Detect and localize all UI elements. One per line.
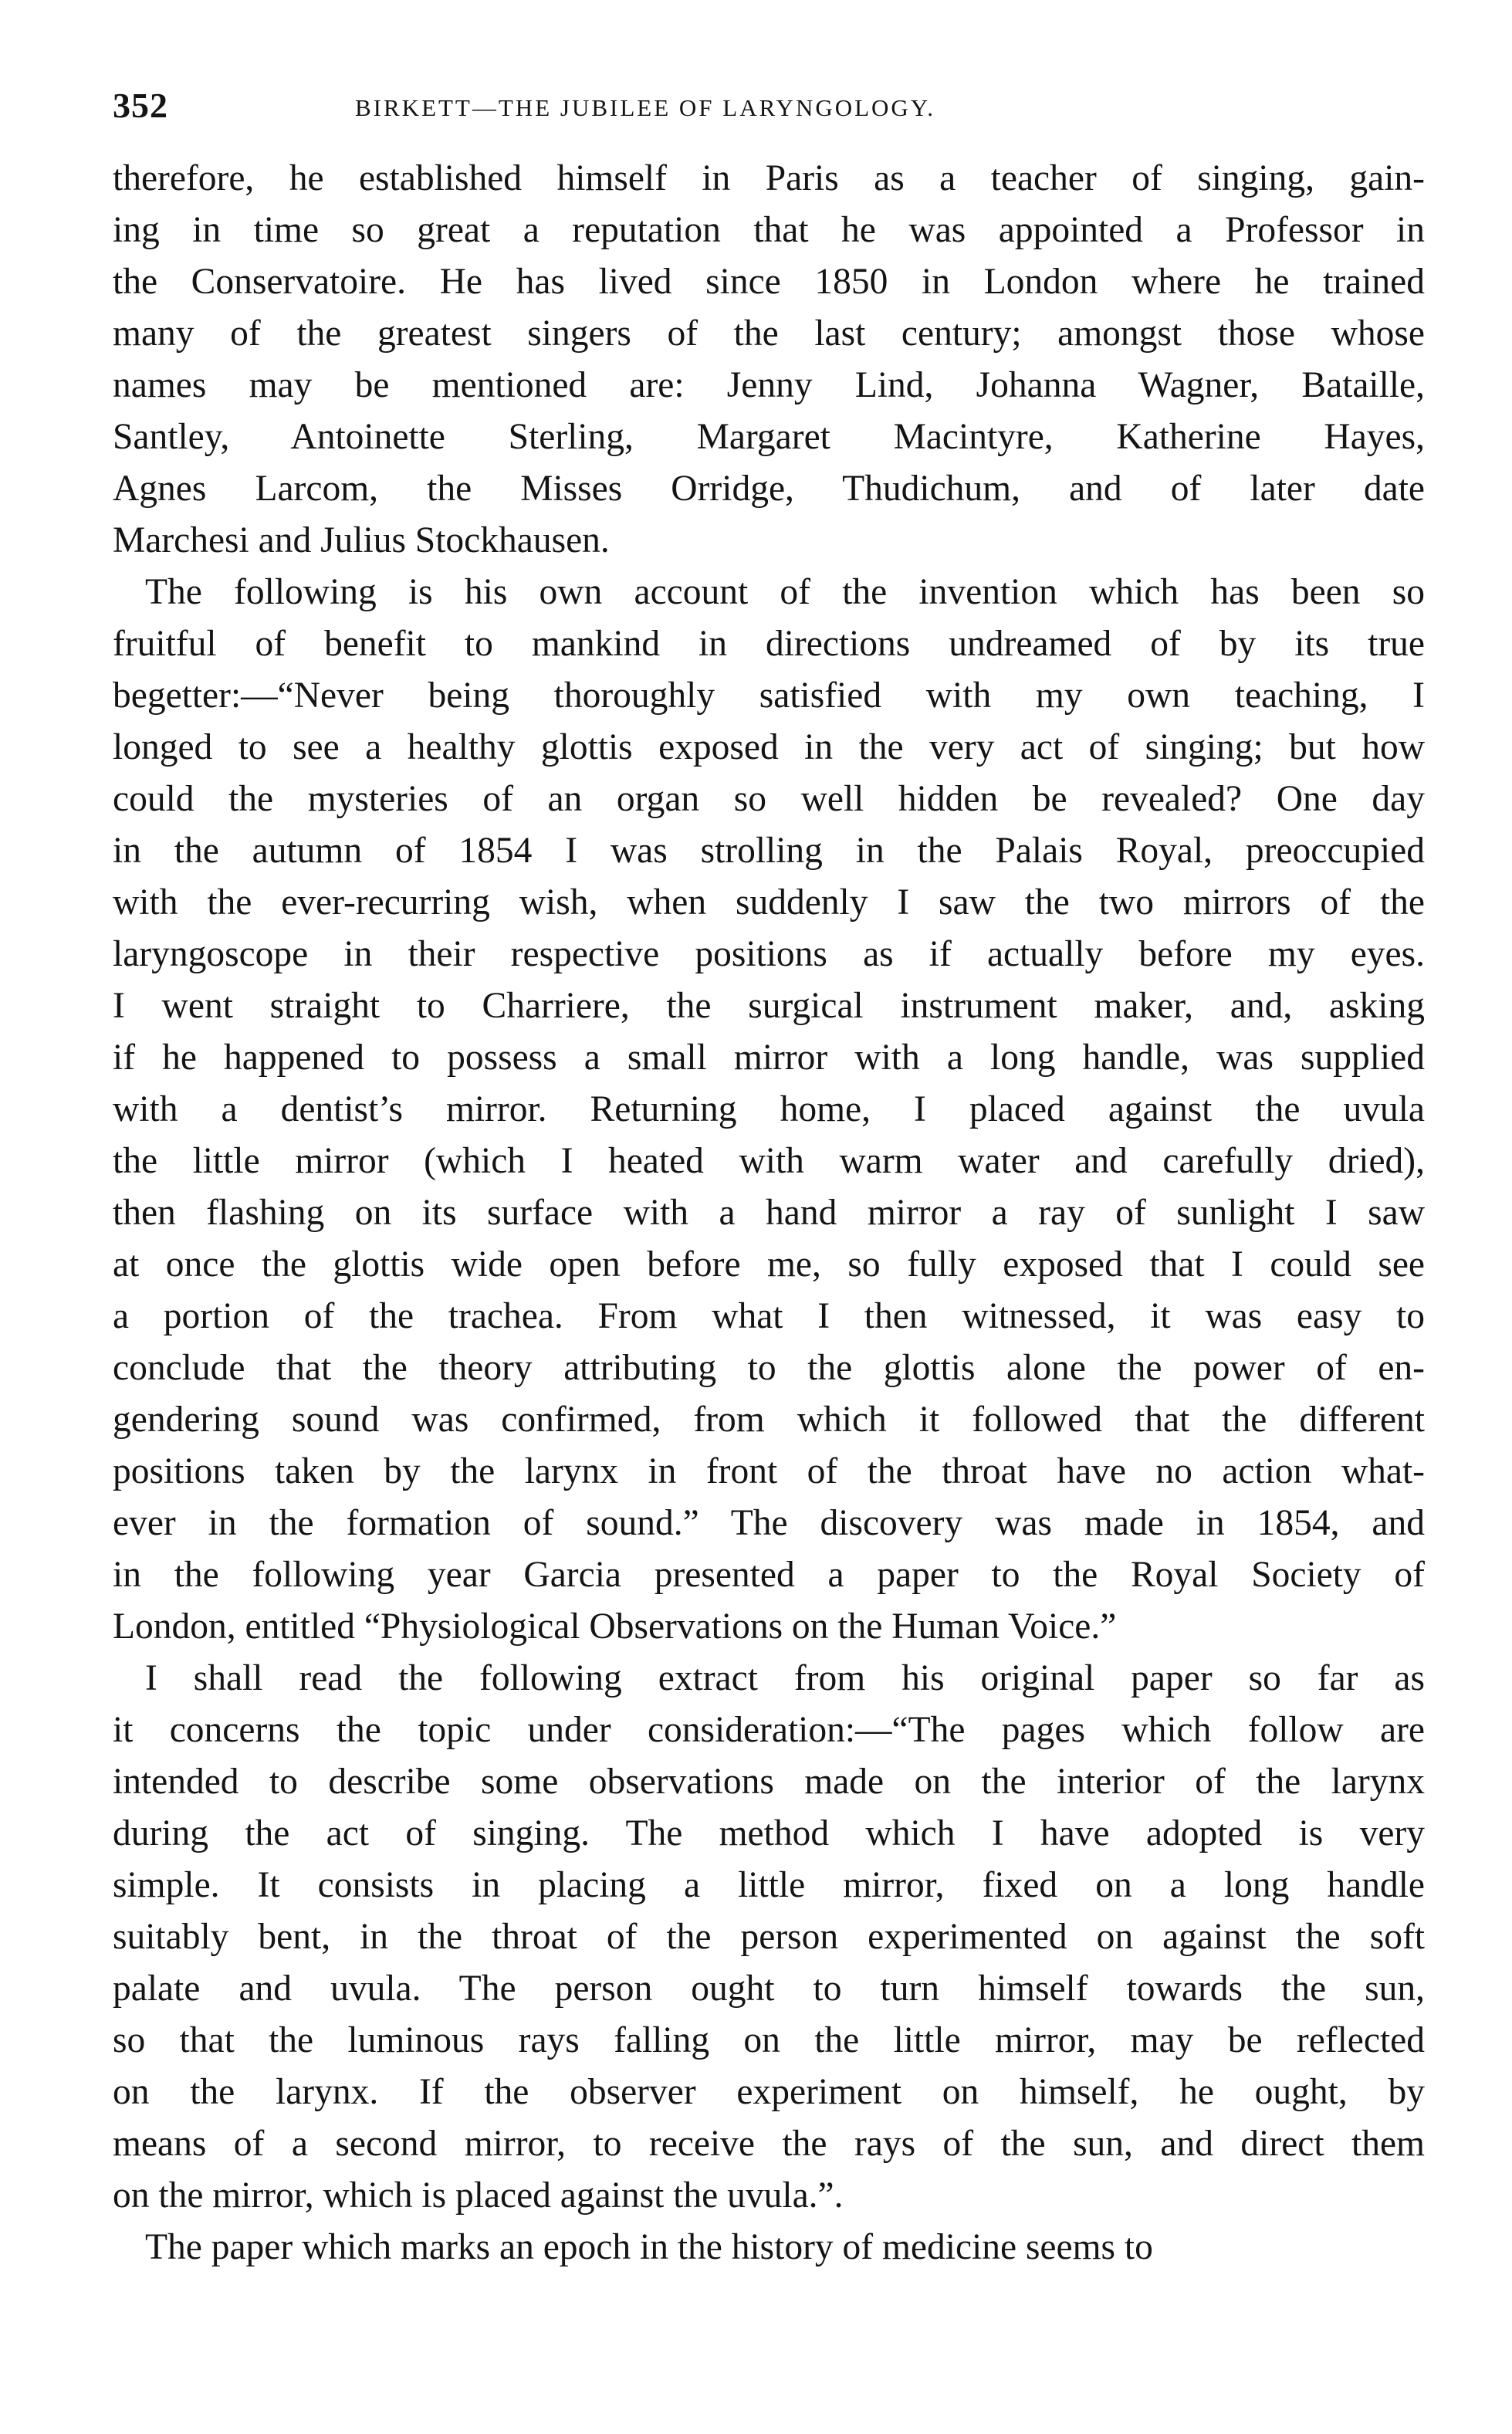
text-line: begetter:—“Never being thoroughly satisfied with my own teaching, I bbox=[113, 675, 1425, 716]
text-line: on the mirror, which is placed against the uvula.”. bbox=[113, 2175, 844, 2216]
text-line: could the mysteries of an organ so well hidden be revealed? One day bbox=[113, 779, 1425, 819]
book-page bbox=[113, 85, 1425, 2273]
text-line: if he happened to possess a small mirror with a long handle, was supplied bbox=[113, 1038, 1425, 1078]
body-text bbox=[113, 153, 1425, 2273]
text-line: Agnes Larcom, the Misses Orridge, Thudichum, and of later date bbox=[113, 469, 1425, 509]
text-line: simple. It consists in placing a little mirror, fixed on a long handle bbox=[113, 1865, 1425, 1905]
text-line: positions taken by the larynx in front of the throat have no action what- bbox=[113, 1451, 1425, 1491]
text-line: intended to describe some observations made on the interior of the larynx bbox=[113, 1762, 1425, 1802]
text-line: ing in time so great a reputation that he was appointed a Professor in bbox=[113, 210, 1425, 250]
text-line: at once the glottis wide open before me, so fully exposed that I could see bbox=[113, 1244, 1425, 1285]
text-line: the little mirror (which I heated with warm water and carefully dried), bbox=[113, 1141, 1425, 1181]
text-line: many of the greatest singers of the last century; amongst those whose bbox=[113, 313, 1425, 354]
text-line: on the larynx. If the observer experiment on himself, he ought, by bbox=[113, 2072, 1425, 2112]
text-line: suitably bent, in the throat of the person experimented on against the soft bbox=[113, 1917, 1425, 1957]
text-line: fruitful of benefit to mankind in directions undreamed of by its true bbox=[113, 624, 1425, 664]
text-line: The following is his own account of the invention which has been so bbox=[145, 572, 1425, 612]
page-number: 352 bbox=[113, 86, 168, 125]
paragraph bbox=[113, 153, 1425, 567]
text-line: gendering sound was confirmed, from which it followed that the different bbox=[113, 1400, 1425, 1440]
text-line: ever in the formation of sound.” The discovery was made in 1854, and bbox=[113, 1503, 1425, 1543]
text-line: with a dentist’s mirror. Returning home, I placed against the uvula bbox=[113, 1089, 1425, 1129]
text-line: laryngoscope in their respective positions as if actually before my eyes. bbox=[113, 934, 1425, 974]
text-line: in the following year Garcia presented a paper to the Royal Society of bbox=[113, 1555, 1425, 1595]
text-line: names may be mentioned are: Jenny Lind, Johanna Wagner, Bataille, bbox=[113, 365, 1425, 405]
running-title: BIRKETT—THE JUBILEE OF LARYNGOLOGY. bbox=[355, 94, 935, 121]
text-line: longed to see a healthy glottis exposed in the very act of singing; but how bbox=[113, 727, 1425, 767]
paragraph bbox=[113, 2222, 1425, 2273]
text-line: therefore, he established himself in Paris as a teacher of singing, gain- bbox=[113, 158, 1425, 198]
text-line: so that the luminous rays falling on the little mirror, may be reflected bbox=[113, 2020, 1425, 2060]
text-line: a portion of the trachea. From what I then witnessed, it was easy to bbox=[113, 1296, 1425, 1336]
text-line: with the ever-recurring wish, when suddenly I saw the two mirrors of the bbox=[113, 882, 1425, 922]
text-line: Santley, Antoinette Sterling, Margaret Macintyre, Katherine Hayes, bbox=[113, 417, 1425, 457]
running-head bbox=[113, 85, 1425, 131]
text-line: in the autumn of 1854 I was strolling in the Palais Royal, preoccupied bbox=[113, 831, 1425, 871]
text-line: means of a second mirror, to receive the rays of the sun, and direct them bbox=[113, 2124, 1425, 2164]
text-line: London, entitled “Physiological Observations on the Human Voice.” bbox=[113, 1606, 1117, 1647]
text-line: The paper which marks an epoch in the history of medicine seems to bbox=[145, 2227, 1153, 2267]
text-line: palate and uvula. The person ought to turn himself towards the sun, bbox=[113, 1969, 1425, 2009]
text-line: then flashing on its surface with a hand mirror a ray of sunlight I saw bbox=[113, 1193, 1425, 1233]
text-line: during the act of singing. The method which I have adopted is very bbox=[113, 1813, 1425, 1853]
paragraph bbox=[113, 1653, 1425, 2222]
text-line: I went straight to Charriere, the surgical instrument maker, and, asking bbox=[113, 986, 1425, 1026]
paragraph bbox=[113, 567, 1425, 1653]
text-line: conclude that the theory attributing to the glottis alone the power of en- bbox=[113, 1348, 1425, 1388]
text-line: Marchesi and Julius Stockhausen. bbox=[113, 520, 610, 560]
text-line: I shall read the following extract from his original paper so far as bbox=[145, 1658, 1425, 1698]
text-line: it concerns the topic under consideration:—“The pages which follow are bbox=[113, 1710, 1425, 1750]
text-line: the Conservatoire. He has lived since 1850 in London where he trained bbox=[113, 262, 1425, 302]
